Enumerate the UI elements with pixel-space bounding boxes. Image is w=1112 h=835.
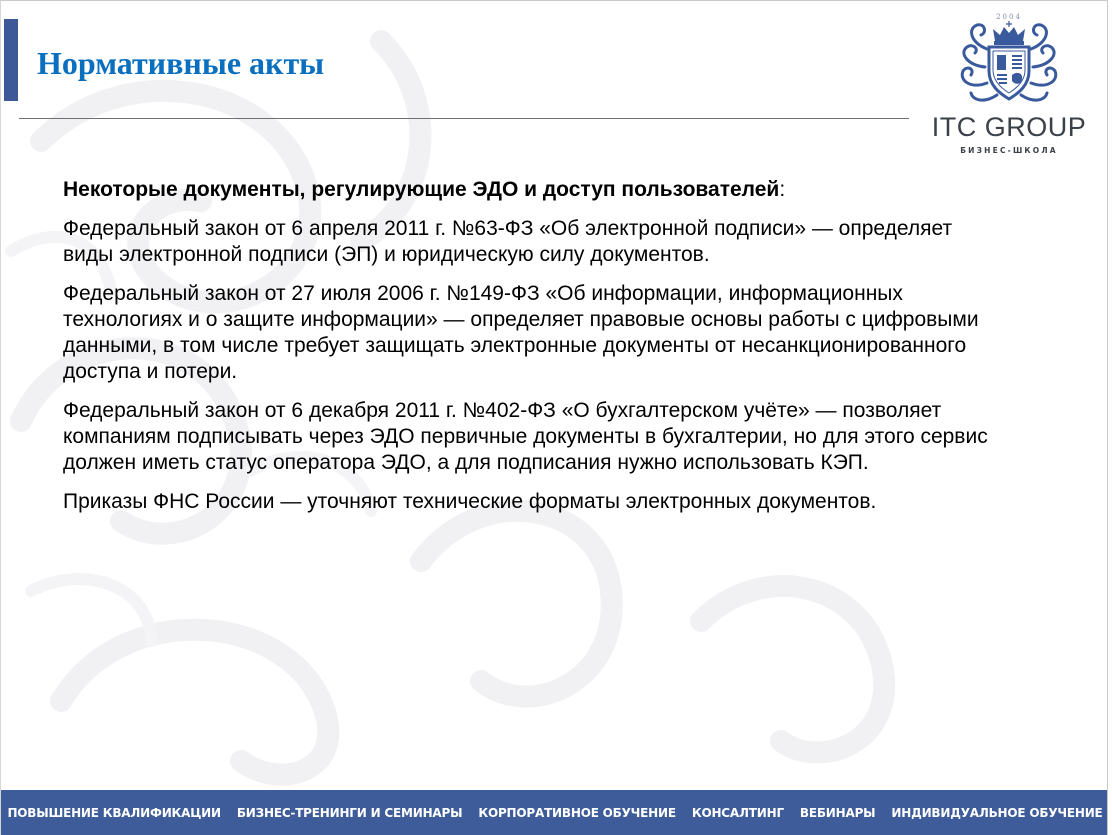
content-heading-text: Некоторые документы, регулирующие ЭДО и доступ пользователей	[63, 178, 780, 201]
footer-item-webinars[interactable]: ВЕБИНАРЫ	[799, 806, 876, 820]
footer-item-qualification[interactable]: ПОВЫШЕНИЕ КВАЛИФИКАЦИИ	[7, 806, 221, 820]
footer-nav	[1, 790, 1108, 835]
footer-item-consulting[interactable]: КОНСАЛТИНГ	[691, 806, 784, 820]
content-heading	[63, 177, 1003, 203]
title-accent-bar	[4, 19, 18, 101]
footer-item-trainings[interactable]: БИЗНЕС-ТРЕНИНГИ И СЕМИНАРЫ	[236, 806, 463, 820]
logo-name: ITC GROUP	[931, 112, 1087, 142]
logo-subtitle: БИЗНЕС-ШКОЛА	[960, 146, 1058, 155]
paragraph-law-149: Федеральный закон от 27 июля 2006 г. №149-ФЗ «Об информации, информационных технологиях и о защите информации» — определяет правовые основы работы с цифровыми данными, в том числе требует защищать электронные документы от несанкционированного доступа и потери.	[63, 282, 979, 383]
content-body	[63, 177, 1003, 528]
crest-icon	[949, 9, 1069, 109]
slide-title: Нормативные акты	[37, 45, 325, 81]
paragraph-law-63: Федеральный закон от 6 апреля 2011 г. №63-ФЗ «Об электронной подписи» — определяет виды электронной подписи (ЭП) и юридическую силу документов.	[63, 217, 953, 266]
footer-item-individual[interactable]: ИНДИВИДУАЛЬНОЕ ОБУЧЕНИЕ	[891, 806, 1103, 820]
paragraph-fns-orders: Приказы ФНС России — уточняют технические форматы электронных документов.	[63, 490, 877, 513]
svg-text:2004: 2004	[996, 13, 1022, 21]
content-heading-colon: :	[779, 178, 786, 201]
paragraph-law-402: Федеральный закон от 6 декабря 2011 г. №402-ФЗ «О бухгалтерском учёте» — позволяет компаниям подписывать через ЭДО первичные документы в бухгалтерии, но для этого сервис должен иметь статус оператора ЭДО, а для подписания нужно использовать КЭП.	[63, 399, 988, 474]
itc-group-logo	[919, 9, 1099, 159]
footer-item-corporate[interactable]: КОРПОРАТИВНОЕ ОБУЧЕНИЕ	[478, 806, 676, 820]
title-divider	[19, 118, 909, 119]
